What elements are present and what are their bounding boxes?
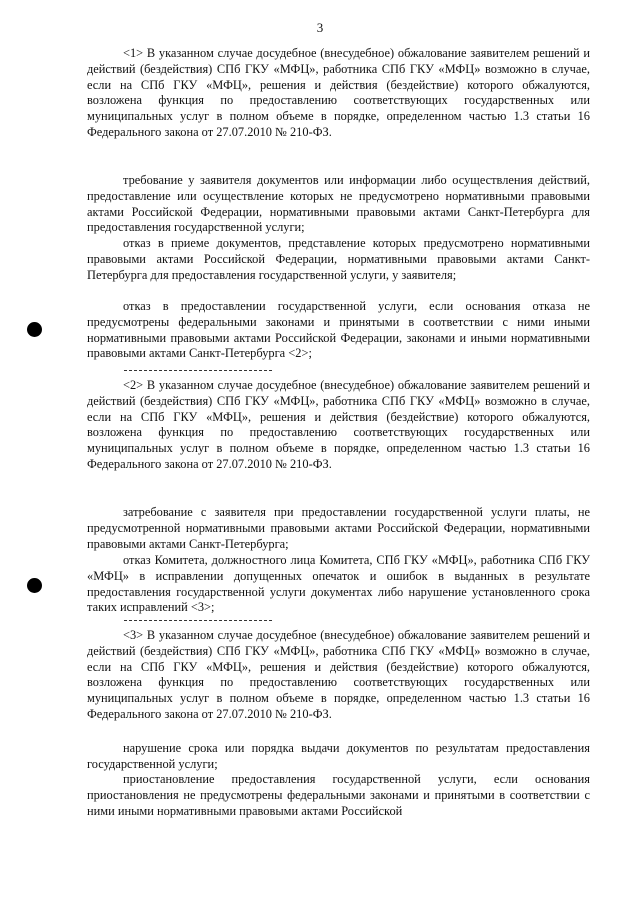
footnote-1: <1> В указанном случае досудебное (внесудебное) обжалование заявителем решений и действий (бездействия) СПб ГКУ «МФЦ», работника СПб ГКУ «МФЦ» возможно в случае, если на СПб ГКУ «МФЦ», решения и действия (бездействие) которого обжалуются, возложена функция по предоставлению соответствующих государственных или муниципальных услуг в полном объеме в порядке, определенном частью 1.3 статьи 16 Федерального закона от 27.07.2010 № 210-ФЗ. [87,46,590,139]
paragraph-refusal-service: отказ в предоставлении государственной услуги, если основания отказа не предусмотрены федеральными законами и принятыми в соответствии с ними иными нормативными правовыми актами Российской Федерации, законами и иными нормативными правовыми актами Санкт-Петербурга <2>; [87,299,590,361]
footnote-3: <3> В указанном случае досудебное (внесудебное) обжалование заявителем решений и действий (бездействия) СПб ГКУ «МФЦ», работника СПб ГКУ «МФЦ» возможно в случае, если на СПб ГКУ «МФЦ», решения и действия (бездействие) которого обжалуются, возложена функция по предоставлению соответствующих государственных или муниципальных услуг в полном объеме в порядке, определенном частью 1.3 статьи 16 Федерального закона от 27.07.2010 № 210-ФЗ. [87,628,590,721]
paragraph-refusal-documents: отказ в приеме документов, представление которых предусмотрено нормативными правовыми актами Российской Федерации, нормативными правовыми актами Санкт-Петербурга для предоставления государственной услуги, у заявителя; [87,236,590,282]
punch-hole-mark [27,578,42,593]
paragraph-refusal-corrections: отказ Комитета, должностного лица Комитета, СПб ГКУ «МФЦ», работника СПб ГКУ «МФЦ» в исправлении допущенных опечаток и ошибок в выданных в результате предоставления государственной услуги документах либо нарушение установленного срока таких исправлений <3>; [87,553,590,615]
paragraph-suspension: приостановление предоставления государственной услуги, если основания приостановления не предусмотрены федеральными законами и принятыми в соответствии с ними иными нормативными правовыми актами Российской [87,772,590,818]
paragraph-document-requirement: требование у заявителя документов или информации либо осуществления действий, предоставление или осуществление которых не предусмотрено нормативными правовыми актами Российской Федерации, нормативными правовыми актами Санкт-Петербурга для предоставления государственной услуги; [87,173,590,235]
paragraph-issuance-violation: нарушение срока или порядка выдачи документов по результатам предоставления государственной услуги; [87,741,590,771]
paragraph-payment-demand: затребование с заявителя при предоставлении государственной услуги платы, не предусмотренной нормативными правовыми актами Российской Федерации, нормативными правовыми актами Санкт-Петербурга; [87,505,590,551]
footnote-separator [124,370,272,371]
footnote-2: <2> В указанном случае досудебное (внесудебное) обжалование заявителем решений и действий (бездействия) СПб ГКУ «МФЦ», работника СПб ГКУ «МФЦ» возможно в случае, если на СПб ГКУ «МФЦ», решения и действия (бездействие) которого обжалуются, возложена функция по предоставлению соответствующих государственных или муниципальных услуг в полном объеме в порядке, определенном частью 1.3 статьи 16 Федерального закона от 27.07.2010 № 210-ФЗ. [87,378,590,471]
footnote-separator [124,620,272,621]
page-number: 3 [316,20,324,35]
punch-hole-mark [27,322,42,337]
